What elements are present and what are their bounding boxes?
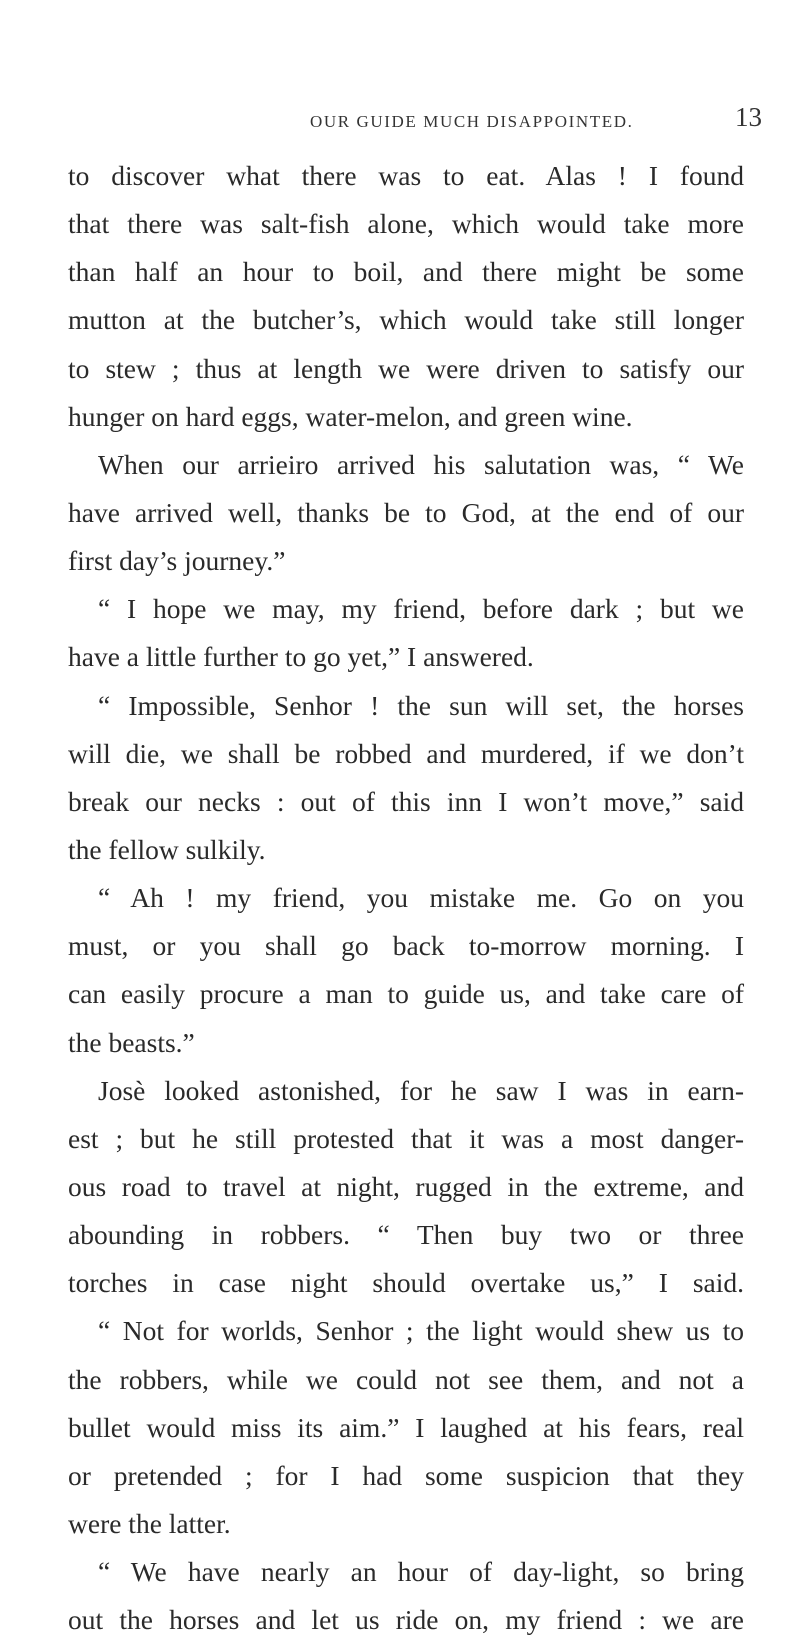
text-line: When our arrieiro arrived his salutation was, “ We [98,448,744,480]
text-line: than half an hour to boil, and there might be some [68,256,744,288]
text-line: the beasts.” [68,1026,195,1058]
text-line: break our necks : out of this inn I won’t move,” said [68,785,744,817]
text-line: to stew ; thus at length we were driven to satisfy our [68,352,744,384]
text-line: ous road to travel at night, rugged in the extreme, and [68,1170,744,1202]
text-line: abounding in robbers. “ Then buy two or three [68,1219,744,1251]
text-line: out the horses and let us ride on, my friend : we are [68,1604,744,1636]
text-line: that there was salt-fish alone, which would take more [68,208,744,240]
text-line: must, or you shall go back to-morrow morning. I [68,930,744,962]
body-text [68,152,744,1644]
text-line: hunger on hard eggs, water-melon, and green wine. [68,400,633,432]
text-line: “ I hope we may, my friend, before dark ; but we [98,593,744,625]
text-line: est ; but he still protested that it was a most danger- [68,1122,744,1154]
text-line: have a little further to go yet,” I answered. [68,641,534,673]
text-line: were the latter. [68,1507,231,1539]
running-head: OUR GUIDE MUCH DISAPPOINTED. [310,112,634,131]
text-line: “ Ah ! my friend, you mistake me. Go on you [98,882,744,914]
text-line: “ Impossible, Senhor ! the sun will set, the horses [98,689,744,721]
text-line: “ Not for worlds, Senhor ; the light would shew us to [98,1315,744,1347]
text-line: first day’s journey.” [68,545,286,577]
text-line: will die, we shall be robbed and murdered, if we don’t [68,737,744,769]
text-line: torches in case night should overtake us,” I said. [68,1267,744,1299]
text-line: mutton at the butcher’s, which would take still longer [68,304,744,336]
text-line: the fellow sulkily. [68,833,266,865]
text-line: Josè looked astonished, for he saw I was in earn- [98,1074,744,1106]
text-line: can easily procure a man to guide us, and take care of [68,978,744,1010]
text-line: the robbers, while we could not see them, and not a [68,1363,744,1395]
page-number: 13 [735,102,762,132]
text-line: to discover what there was to eat. Alas ! I found [68,160,744,191]
text-line: or pretended ; for I had some suspicion that they [68,1459,744,1491]
text-line: “ We have nearly an hour of day-light, so bring [98,1556,744,1588]
text-line: have arrived well, thanks be to God, at the end of our [68,496,744,528]
text-line: bullet would miss its aim.” I laughed at his fears, real [68,1411,744,1443]
